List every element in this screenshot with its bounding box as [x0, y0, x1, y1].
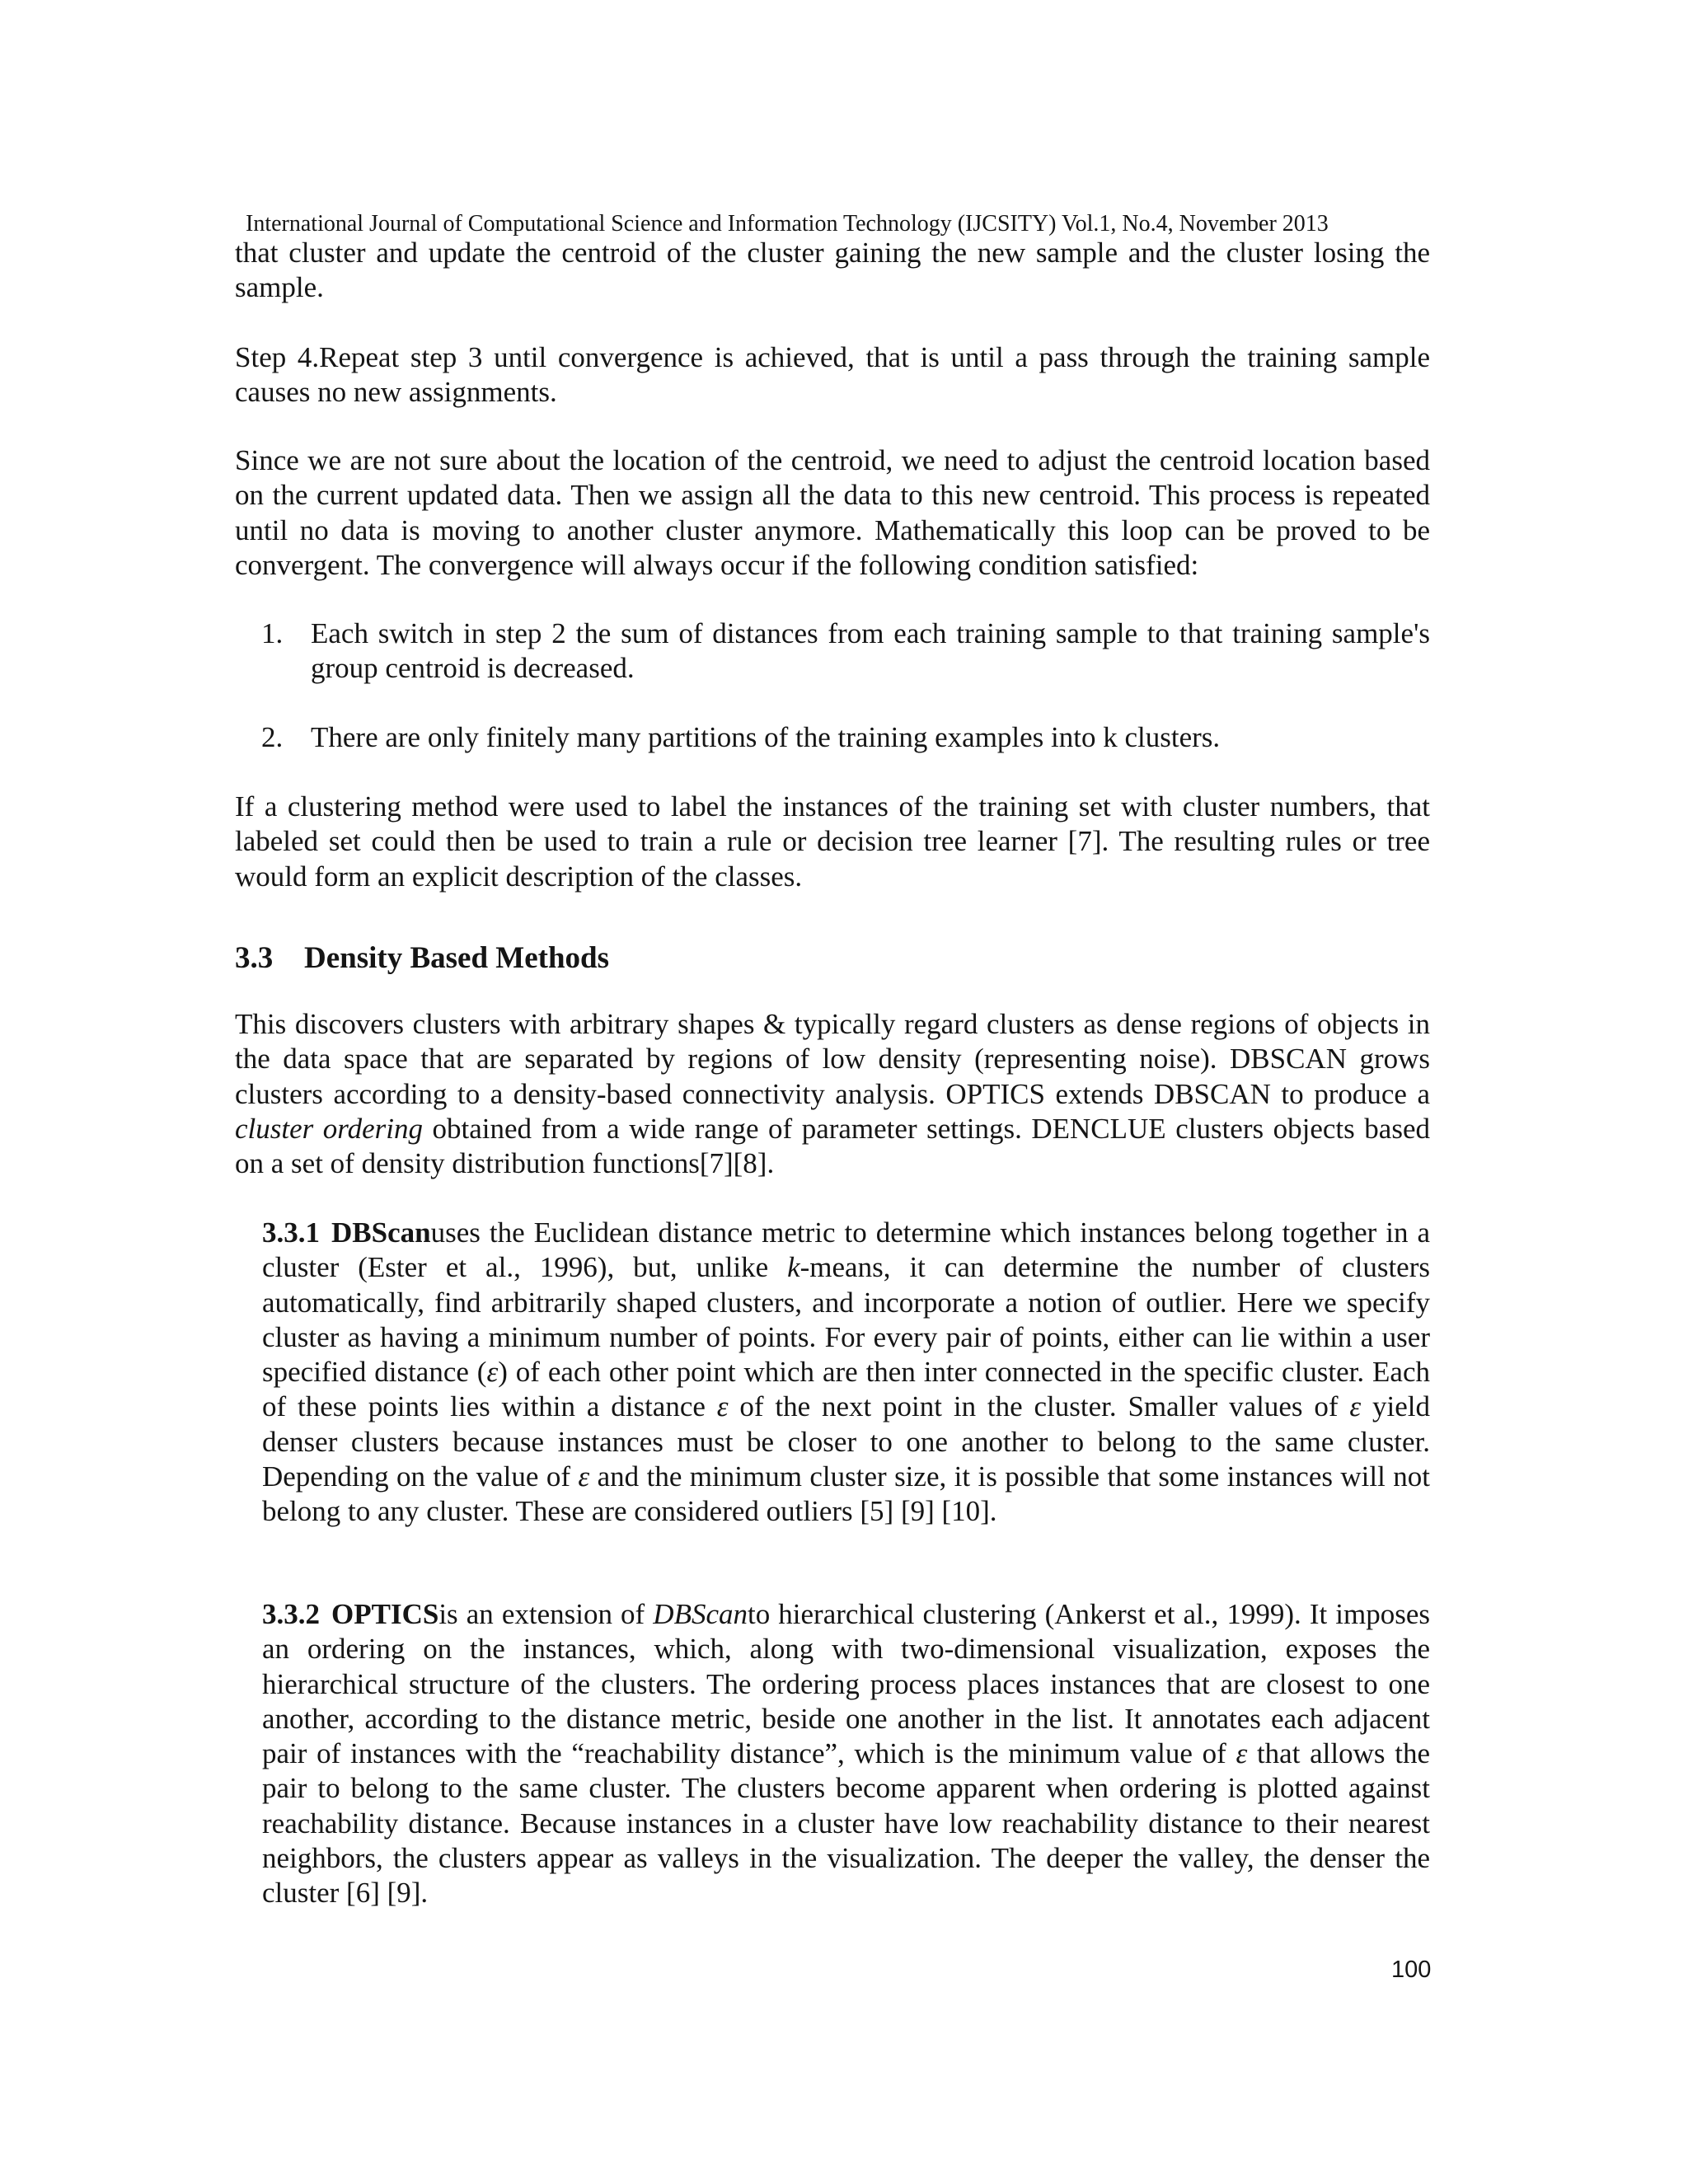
optics-text: that allows the pair to belong to the same cluster. The clusters become apparent when ordering is plotted against reachability distance. Because instances in a cluster have low reachability distance to their nearest neighbors, the clusters appear as valleys in the visualization. The deeper the valley, the denser the cluster [6] [9].	[262, 1737, 1430, 1910]
paragraph-convergence: Since we are not sure about the location of the centroid, we need to adjust the centroid location based on the current updated data. Then we assign all the data to this new centroid. This process is repeated until no data is moving to another cluster anymore. Mathematically this loop can be proved to be convergent. The convergence will always occur if the following condition satisfied:	[235, 444, 1430, 581]
subsection-number: 3.3.2	[262, 1598, 320, 1630]
epsilon-symbol: ε	[716, 1390, 729, 1423]
condition-text: There are only finitely many partitions of the training examples into k clusters.	[311, 721, 1221, 753]
dbscan-text: -means, it can determine the number of clusters automatically, find arbitrarily shaped clusters, and incorporate a notion of outlier. Here we specify cluster as having a minimum number of points. For every pair of points, either can lie within a user specified distance (	[262, 1251, 1430, 1389]
intro-text: This discovers clusters with arbitrary shapes & typically regard clusters as dense regions of objects in the data space that are separated by regions of low density (representing noise). DBSCAN grows clusters according to a density-based connectivity analysis. OPTICS extends DBSCAN to produce a	[235, 1008, 1430, 1110]
section-heading	[235, 940, 609, 977]
k-symbol: k	[787, 1251, 800, 1284]
dbscan-text: and the minimum cluster size, it is possible that some instances will not belong to any cluster. These are considered outliers [5] [9] [10].	[262, 1460, 1430, 1528]
condition-item-1	[235, 616, 1430, 687]
dbscan-text: ) of each other point which are then inter connected in the specific cluster. Each of these points lies within a distance	[262, 1356, 1430, 1423]
page-number: 100	[1391, 1957, 1432, 1983]
subsection-optics	[262, 1597, 1430, 1911]
dbscan-emphasis: DBScan	[653, 1598, 748, 1630]
paragraph-step-4: Step 4.Repeat step 3 until convergence is achieved, that is until a pass through the training sample causes no new assignments.	[235, 341, 1430, 409]
epsilon-symbol: ε	[578, 1460, 590, 1493]
paragraph-clustering-labels: If a clustering method were used to label the instances of the training set with cluster numbers, that labeled set could then be used to train a rule or decision tree learner [7]. The resulting rules or tree would form an explicit description of the classes.	[235, 790, 1430, 893]
subsection-number: 3.3.1	[262, 1216, 320, 1249]
dbscan-text: yield denser clusters because instances must be closer to one another to belong to the same cluster. Depending on the value of	[262, 1390, 1431, 1493]
epsilon-symbol: ε	[486, 1356, 499, 1389]
epsilon-symbol: ε	[1236, 1737, 1248, 1770]
dbscan-text: of the next point in the cluster. Smaller values of	[728, 1390, 1350, 1423]
section-number: 3.3	[235, 941, 274, 975]
dbscan-text: uses the Euclidean distance metric to determine which instances belong together in a cluster (Ester et al., 1996), but, unlike	[262, 1216, 1430, 1284]
condition-item-2	[235, 720, 1430, 755]
paragraph-centroid-update: that cluster and update the centroid of the cluster gaining the new sample and the cluster losing the sample.	[235, 237, 1430, 304]
intro-emphasis: cluster ordering	[235, 1112, 423, 1145]
intro-text-end: obtained from a wide range of parameter settings. DENCLUE clusters objects based on a set of density distribution functions[7][8].	[235, 1112, 1430, 1180]
section-title: Density Based Methods	[304, 941, 610, 975]
optics-text: is an extension of	[438, 1598, 654, 1630]
subsection-title: DBScan	[331, 1216, 431, 1249]
subsection-dbscan	[262, 1216, 1430, 1530]
subsection-title: OPTICS	[331, 1598, 439, 1630]
running-head: International Journal of Computational Science and Information Technology (IJCSITY) Vol.1, No.4, November 2013	[246, 211, 1329, 237]
optics-text: to hierarchical clustering (Ankerst et al., 1999). It imposes an ordering on the instances, which, along with two-dimensional visualization, exposes the hierarchical structure of the clusters. The ordering process places instances that are closest to one another, according to the distance metric, beside one another in the list. It annotates each adjacent pair of instances with the “reachability distance”, which is the minimum value of	[262, 1598, 1430, 1770]
condition-text: Each switch in step 2 the sum of distances from each training sample to that training sample's group centroid is decreased.	[311, 617, 1430, 685]
condition-number: 1.	[261, 617, 284, 649]
condition-number: 2.	[261, 721, 284, 753]
epsilon-symbol: ε	[1349, 1390, 1362, 1423]
paragraph-density-intro	[235, 1007, 1430, 1181]
